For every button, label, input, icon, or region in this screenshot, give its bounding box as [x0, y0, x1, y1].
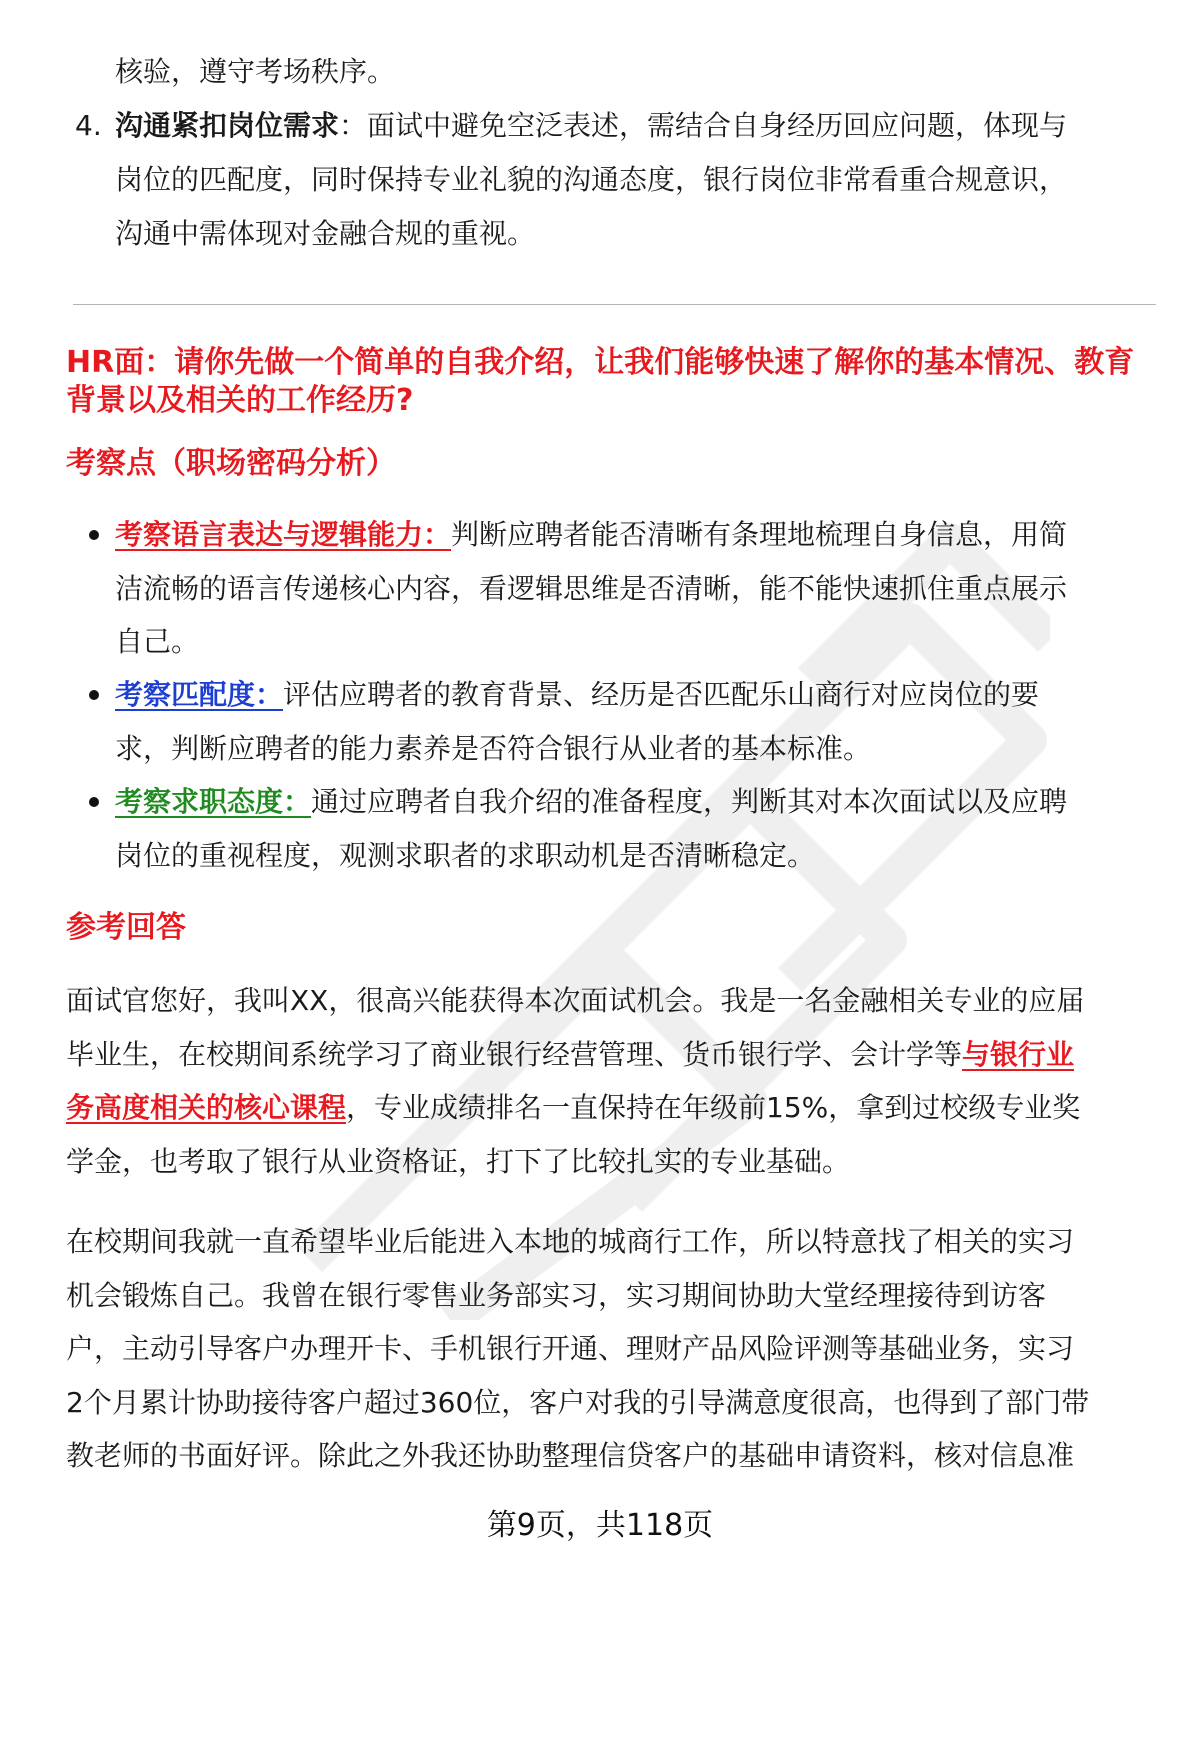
section-divider	[73, 304, 1156, 305]
answer-p2-line3: 户，主动引导客户办理开卡、手机银行开通、理财产品风险评测等基础业务，实习	[66, 1332, 1075, 1365]
point2-line2: 求，判断应聘者的能力素养是否符合银行从业者的基本标准。	[115, 732, 872, 765]
point1-text: 判断应聘者能否清晰有条理地梳理自身信息，用简	[451, 518, 1068, 551]
point1-label: 考察语言表达与逻辑能力：	[115, 518, 452, 551]
analysis-point-3	[115, 782, 1067, 822]
point1-line3: 自己。	[115, 625, 200, 658]
item4-line3: 沟通中需体现对金融合规的重视。	[115, 217, 536, 250]
list-number-4: 4.	[75, 109, 102, 142]
answer-p2-line2: 机会锻炼自己。我曾在银行零售业务部实习，实习期间协助大堂经理接待到访客	[66, 1279, 1047, 1312]
answer-p1-line3	[66, 1088, 1080, 1128]
answer-p1-line4: 学金，也考取了银行从业资格证，打下了比较扎实的专业基础。	[66, 1145, 851, 1178]
point2-label: 考察匹配度：	[115, 678, 284, 711]
answer-p1-line1: 面试官您好，我叫XX，很高兴能获得本次面试机会。我是一名金融相关专业的应届	[66, 984, 1085, 1017]
analysis-point-1	[115, 515, 1067, 555]
point2-text: 评估应聘者的教育背景、经历是否匹配乐山商行对应岗位的要	[283, 678, 1040, 711]
highlight-core-courses: 与银行业	[962, 1038, 1075, 1071]
answer-p1-line3-text: ，专业成绩排名一直保持在年级前15%，拿到过校级专业奖	[346, 1091, 1081, 1124]
item4-title: 沟通紧扣岗位需求	[115, 109, 340, 142]
point1-line2: 洁流畅的语言传递核心内容，看逻辑思维是否清晰，能不能快速抓住重点展示	[115, 572, 1068, 605]
analysis-heading: 考察点（职场密码分析）	[66, 446, 396, 481]
highlight-core-courses-cont: 务高度相关的核心课程	[66, 1091, 347, 1124]
answer-p2-line1: 在校期间我就一直希望毕业后能进入本地的城商行工作，所以特意找了相关的实习	[66, 1225, 1075, 1258]
page-number: 第9页，共118页	[486, 1508, 714, 1543]
answer-heading: 参考回答	[66, 910, 186, 945]
bullet-dot	[89, 797, 99, 807]
point3-text: 通过应聘者自我介绍的准备程度，判断其对本次面试以及应聘	[311, 785, 1068, 818]
item4-text: ：面试中避免空泛表述，需结合自身经历回应问题，体现与	[339, 109, 1068, 142]
carryover-line: 核验，遵守考场秩序。	[115, 55, 396, 88]
list-item-4	[115, 106, 1067, 146]
analysis-point-2	[115, 675, 1039, 715]
bullet-dot	[89, 530, 99, 540]
point3-line2: 岗位的重视程度，观测求职者的求职动机是否清晰稳定。	[115, 839, 816, 872]
answer-p1-line2-text: 毕业生，在校期间系统学习了商业银行经营管理、货币银行学、会计学等	[66, 1038, 963, 1071]
item4-line2: 岗位的匹配度，同时保持专业礼貌的沟通态度，银行岗位非常看重合规意识，	[115, 163, 1068, 196]
point3-label: 考察求职态度：	[115, 785, 312, 818]
answer-p2-line5: 教老师的书面好评。除此之外我还协助整理信贷客户的基础申请资料，核对信息准	[66, 1439, 1075, 1472]
question-line2: 背景以及相关的工作经历?	[66, 383, 414, 418]
answer-p2-line4: 2个月累计协助接待客户超过360位，客户对我的引导满意度很高，也得到了部门带	[66, 1386, 1090, 1419]
question-line1: HR面：请你先做一个简单的自我介绍，让我们能够快速了解你的基本情况、教育	[66, 345, 1135, 380]
bullet-dot	[89, 690, 99, 700]
answer-p1-line2	[66, 1035, 1074, 1075]
